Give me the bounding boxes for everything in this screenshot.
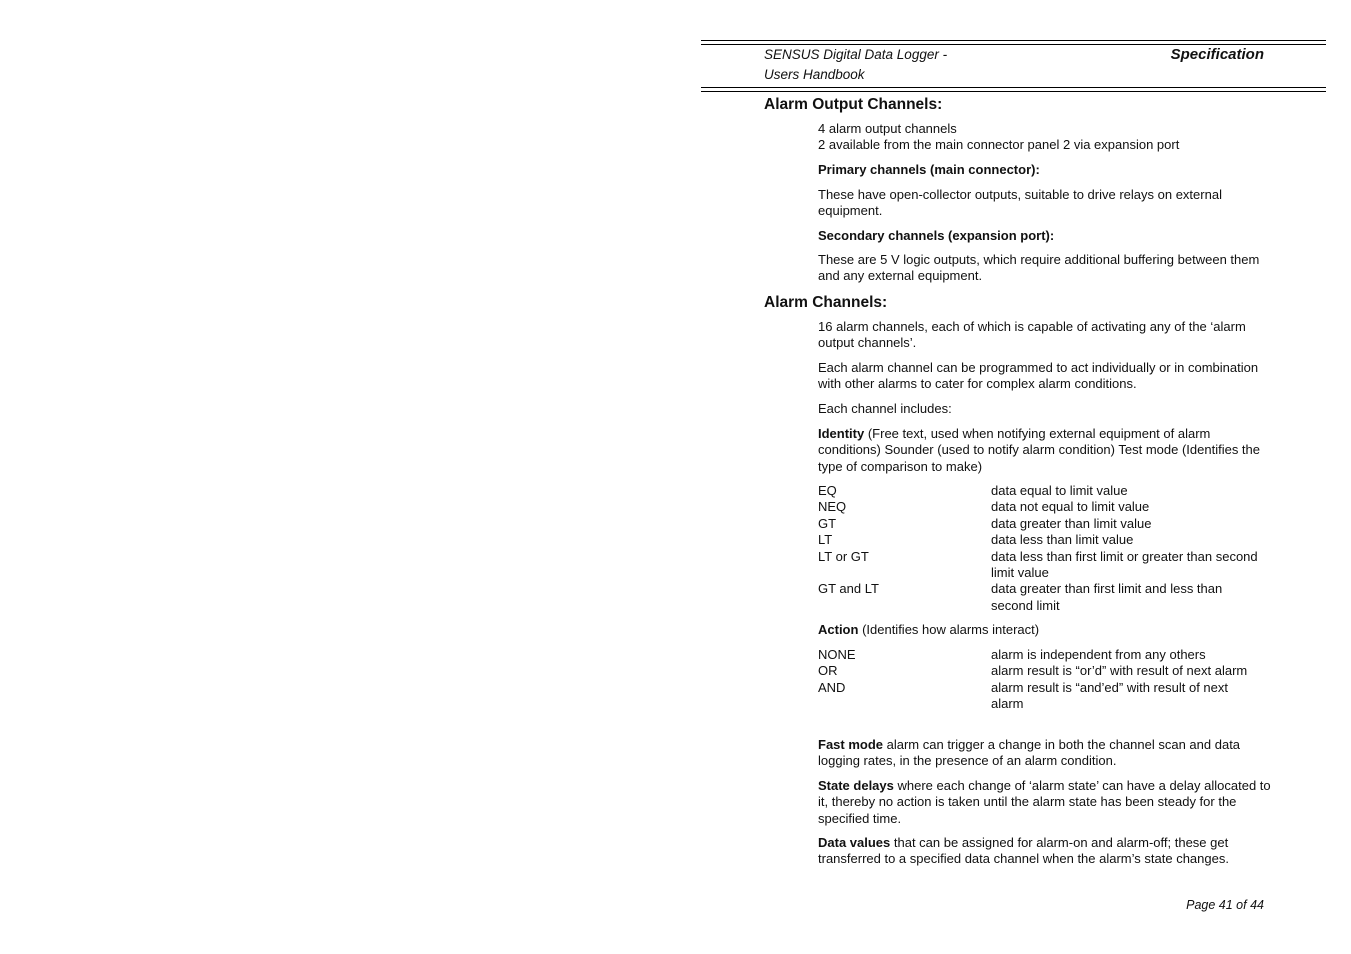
- action-key: NONE: [818, 647, 856, 662]
- fast-mode-paragraph: [818, 737, 1273, 770]
- action-row: [818, 680, 1273, 713]
- alarm-output-lines: [818, 121, 1273, 154]
- identity-label: Identity: [818, 426, 865, 441]
- comparison-key: GT and LT: [818, 581, 879, 597]
- action-desc: alarm result is “and’ed” with result of next alarm: [991, 679, 1228, 712]
- identity-paragraph: [818, 426, 1273, 475]
- data-values-paragraph: [818, 835, 1273, 868]
- alarm-output-line1: 4 alarm output channels: [818, 121, 957, 136]
- comparison-key: NEQ: [818, 499, 847, 515]
- alarm-channels-heading: Alarm Channels:: [764, 294, 888, 311]
- action-desc: alarm is independent from any others: [991, 647, 1206, 662]
- secondary-channels-heading: Secondary channels (expansion port):: [818, 228, 1055, 243]
- comparison-key: LT: [818, 532, 833, 548]
- data-values-label: Data values: [818, 835, 891, 850]
- section-title: Specification: [1170, 46, 1264, 63]
- page-number: Page 41 of 44: [1186, 898, 1264, 912]
- action-key: AND: [818, 679, 846, 695]
- action-key: OR: [818, 663, 838, 679]
- alarm-output-heading: Alarm Output Channels:: [764, 96, 943, 113]
- action-row: [818, 663, 1273, 679]
- comparison-desc: data equal to limit value: [991, 483, 1128, 498]
- comparison-desc: data not equal to limit value: [991, 499, 1150, 515]
- alarm-output-line2: 2 available from the main connector panel 2 via expansion port: [818, 137, 1180, 153]
- data-values-text: that can be assigned for alarm-on and alarm-off; these get transferred to a specified data channel when the alarm’s state changes.: [818, 835, 1229, 867]
- comparison-desc: data greater than first limit and less than second limit: [991, 581, 1223, 613]
- secondary-channels-text: These are 5 V logic outputs, which require additional buffering between them and any external equipment.: [818, 252, 1260, 284]
- alarm-channels-p1: 16 alarm channels, each of which is capable of activating any of the ‘alarm output channels’.: [818, 319, 1246, 351]
- action-label: Action: [818, 622, 859, 637]
- doc-title-line1: SENSUS Digital Data Logger -: [764, 47, 948, 62]
- alarm-channels-p3: Each channel includes:: [818, 401, 952, 416]
- comparison-row: [818, 549, 1273, 582]
- comparison-key: EQ: [818, 483, 837, 498]
- comparison-row: [818, 516, 1273, 532]
- fast-mode-label: Fast mode: [818, 737, 884, 752]
- action-text: (Identifies how alarms interact): [858, 622, 1040, 637]
- comparison-row: [818, 499, 1273, 515]
- comparison-row: [818, 483, 1273, 499]
- header-rule-bottom-1: [701, 87, 1326, 88]
- action-desc: alarm result is “or’d” with result of next alarm: [991, 663, 1248, 679]
- state-delays-text: where each change of ‘alarm state’ can have a delay allocated to it, thereby no action is taken until the alarm state has been steady for the specified time.: [818, 778, 1271, 826]
- header-rule-bottom-2: [701, 91, 1326, 92]
- fast-mode-text: alarm can trigger a change in both the channel scan and data logging rates, in the presence of an alarm condition.: [818, 737, 1241, 769]
- comparison-desc: data greater than limit value: [991, 515, 1152, 531]
- alarm-channels-p2: Each alarm channel can be programmed to act individually or in combination with other alarms to cater for complex alarm conditions.: [818, 360, 1259, 392]
- action-paragraph: [818, 622, 1273, 638]
- state-delays-paragraph: [818, 778, 1273, 827]
- comparison-row: [818, 532, 1273, 548]
- comparison-desc: data less than limit value: [991, 532, 1134, 548]
- comparison-key: LT or GT: [818, 548, 869, 564]
- primary-channels-text: These have open-collector outputs, suitable to drive relays on external equipment.: [818, 187, 1222, 219]
- comparison-row: [818, 581, 1273, 614]
- comparison-key: GT: [818, 515, 837, 531]
- identity-text: (Free text, used when notifying external equipment of alarm conditions) Sounder (used to notify alarm condition) Test mode (Identifies the type of comparison to make): [818, 426, 1260, 474]
- primary-channels-heading: Primary channels (main connector):: [818, 162, 1040, 177]
- comparison-desc: data less than first limit or greater than second limit value: [991, 548, 1258, 581]
- header-rule-top-1: [701, 40, 1326, 41]
- action-row: [818, 647, 1273, 663]
- comparison-table: [818, 483, 1273, 614]
- doc-title: [764, 45, 947, 85]
- action-table: [818, 647, 1273, 713]
- doc-title-line2: Users Handbook: [764, 67, 865, 82]
- state-delays-label: State delays: [818, 778, 894, 793]
